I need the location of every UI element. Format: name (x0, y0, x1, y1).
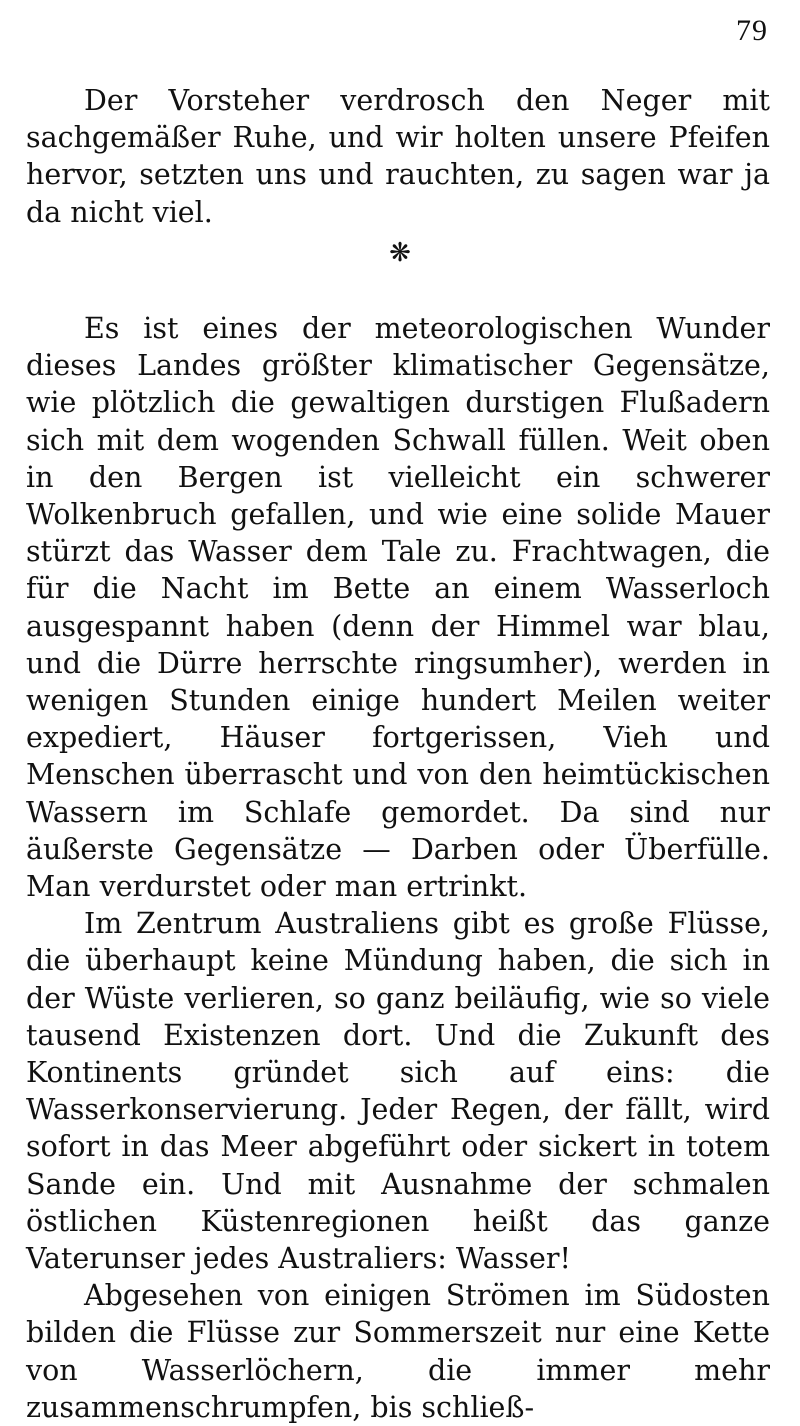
paragraph: Im Zentrum Australiens gibt es große Flüsse, die überhaupt keine Mündung haben, die sich in der Wüste verlieren, so ganz beiläufig, wie so viele tausend Existenzen dort. Und die Zukunft des Kontinents gründet sich auf eins: die Wasserkonservierung. Jeder Regen, der fällt, wird sofort in das Meer abgeführt oder sickert in totem Sande ein. Und mit Ausnahme der schmalen östlichen Küstenregionen heißt das ganze Vaterunser jedes Australiers: Wasser! (26, 907, 770, 1276)
section-separator: ❋ (389, 238, 411, 268)
paragraph: Der Vorsteher verdrosch den Neger mit sachgemäßer Ruhe, und wir holten unsere Pfeifen hervor, setzten uns und rauchten, zu sagen war ja da nicht viel. (26, 84, 770, 229)
text-block-main (26, 310, 770, 1426)
paragraph: Es ist eines der meteorologischen Wunder dieses Landes größter klimatischer Gegensätze, wie plötzlich die gewaltigen durstigen Flußadern sich mit dem wogenden Schwall füllen. Weit oben in den Bergen ist vielleicht ein schwerer Wolkenbruch gefallen, und wie eine solide Mauer stürzt das Wasser dem Tale zu. Frachtwagen, die für die Nacht im Bette an einem Wasserloch ausgespannt haben (denn der Himmel war blau, und die Dürre herrschte ringsumher), werden in wenigen Stunden einige hundert Meilen weiter expediert, Häuser fortgerissen, Vieh und Menschen überrascht und von den heimtückischen Wassern im Schlafe gemordet. Da sind nur äußerste Gegensätze — Darben oder Überfülle. Man verdurstet oder man ertrinkt. (26, 312, 770, 904)
page-number: 79 (736, 14, 768, 47)
paragraph: Abgesehen von einigen Strömen im Südosten bilden die Flüsse zur Sommerszeit nur eine Kette von Wasserlöchern, die immer mehr zusammenschrumpfen, bis schließ- (26, 1279, 770, 1424)
text-block-top (26, 82, 770, 231)
